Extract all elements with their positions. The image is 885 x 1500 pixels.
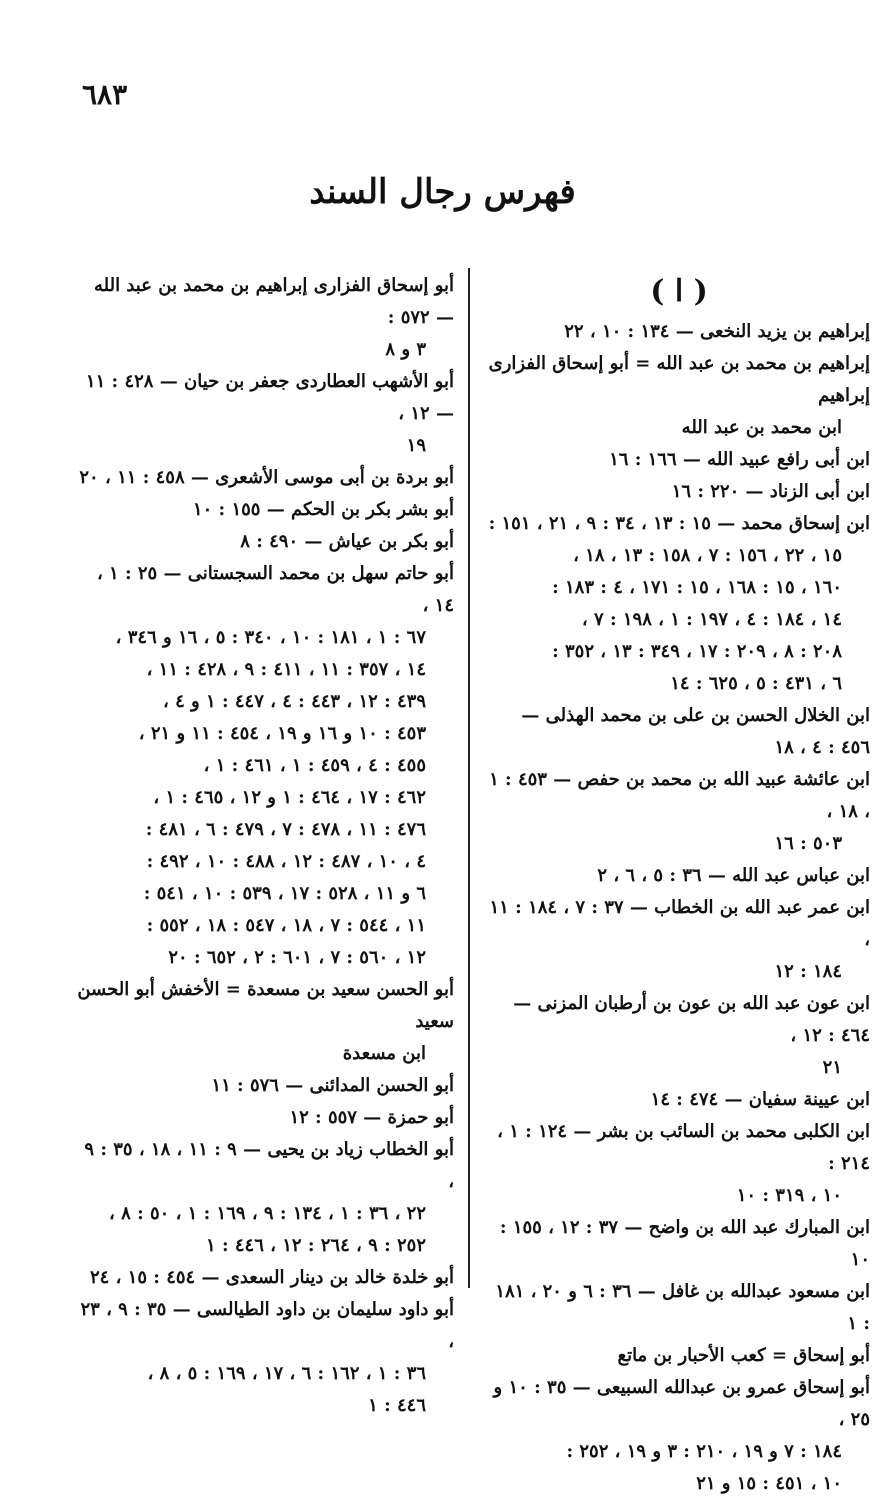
entry-continuation-line: ٢٢ ، ٣٦ : ١ ، ١٣٤ : ٩ ، ١٦٩ : ١ ، ٥٠ : ٨ ، [109,1203,426,1224]
entry-heading-line: أبو إسحاق = كعب الأحبار بن ماتع [617,1345,870,1366]
index-entry [76,1262,454,1294]
index-entry [488,1340,870,1372]
entry-heading-line: إبراهيم بن محمد بن عبد الله = أبو إسحاق الفزارى إبراهيم [488,353,870,406]
entry-continuation-line: ٤٧٦ : ١١ ، ٤٧٨ : ٧ ، ٤٧٩ : ٦ ، ٤٨١ : [145,819,426,840]
entry-continuation-line: ٤٤٦ : ١ [368,1395,426,1416]
entry-heading-line: ابن عائشة عبيد الله بن محمد بن حفص — ٤٥٣ : ١ ، ١٨ ، [489,769,870,822]
entry-continuation-line: ١١ ، ٥٤٤ : ٧ ، ١٨ ، ٥٤٧ : ١٨ ، ٥٥٢ : [146,915,426,936]
entry-heading-line: ابن عون عبد الله بن عون بن أرطبان المزنى — ٤٦٤ : ١٢ ، [513,993,870,1046]
index-entry [488,700,870,764]
index-column-left [76,270,454,1422]
entry-continuation-line: ٤٥٥ : ٤ ، ٤٥٩ : ١ ، ٤٦١ : ١ ، [203,755,426,776]
entry-continuation-line: ١٨٤ : ٧ و ١٩ ، ٢١٠ : ٣ و ١٩ ، ٢٥٢ : [566,1441,842,1462]
entry-continuation-line: ٣٦ : ١ ، ١٦٢ : ٦ ، ١٧ ، ١٦٩ : ٥ ، ٨ ، [147,1363,426,1384]
entry-heading-line: أبو الأشهب العطاردى جعفر بن حيان — ٤٢٨ : ١١ — ١٢ ، [85,371,454,424]
entry-heading-line: أبو بشر بكر بن الحكم — ١٥٥ : ١٠ [192,499,454,520]
entry-heading-line: أبو داود سليمان بن داود الطيالسى — ٣٥ : ٩ ، ٢٣ ، [80,1299,454,1352]
index-entry [488,1372,870,1500]
entry-heading-line: أبو إسحاق عمرو بن عبدالله السبيعى — ٣٥ : ١٠ و ٢٥ ، [493,1377,870,1430]
index-entry [76,1134,454,1262]
index-entry [488,1116,870,1212]
entry-heading-line: أبو إسحاق الفزارى إبراهيم بن محمد بن عبد الله — ٥٧٢ : [94,275,454,328]
index-entry [76,462,454,494]
entry-heading-line: ابن الخلال الحسن بن على بن محمد الهذلى — ٤٥٦ : ٤ ، ١٨ [521,705,870,758]
index-entry [488,444,870,476]
entry-continuation-line: ١٠ ، ٤٥١ : ١٥ و ٢١ [696,1473,842,1494]
index-column-right [488,270,870,1500]
entry-heading-line: أبو الحسن المدائنى — ٥٧٦ : ١١ [211,1075,454,1096]
index-entry [76,494,454,526]
entry-heading-line: ابن أبى رافع عبيد الله — ١٦٦ : ١٦ [609,449,870,470]
entry-continuation-line: ١٦٠ ، ١٥ : ١٦٨ ، ١٥ : ١٧١ ، ٤ : ١٨٣ : [552,577,842,598]
entry-continuation-line: ٤٣٩ : ١٢ ، ٤٤٣ : ٤ ، ٤٤٧ : ١ و ٤ ، [163,691,426,712]
entry-continuation-line: ابن مسعدة [342,1043,426,1064]
entry-continuation-line: ١٢ ، ٥٦٠ : ٧ ، ٦٠١ : ٢ ، ٦٥٢ : ٢٠ [168,947,426,968]
entry-continuation-line: ٢١ [822,1057,842,1078]
index-entry [488,348,870,444]
entry-continuation-line: ٤ ، ١٠ ، ٤٨٧ : ١٢ ، ٤٨٨ : ١٠ ، ٤٩٢ : [146,851,426,872]
entry-continuation-line: ٢٥٢ : ٩ ، ٢٦٤ : ١٢ ، ٤٤٦ : ١ [206,1235,426,1256]
entry-heading-line: ابن عيينة سفيان — ٤٧٤ : ١٤ [650,1089,870,1110]
entry-heading-line: ابن إسحاق محمد — ١٥ : ١٣ ، ٣٤ : ٩ ، ٢١ ، ١٥١ : [488,513,870,534]
index-entry [76,1070,454,1102]
index-entry [76,558,454,974]
index-entry [76,974,454,1070]
entry-continuation-line: ٢٠٨ : ٨ ، ٢٠٩ : ١٧ ، ٣٤٩ : ١٣ ، ٣٥٢ : [552,641,842,662]
entry-continuation-line: ٤٦٢ : ١٧ ، ٤٦٤ : ١ و ١٢ ، ٤٦٥ : ١ ، [153,787,426,808]
index-entry [488,764,870,860]
entry-heading-line: ابن عباس عبد الله — ٣٦ : ٥ ، ٦ ، ٢ [597,865,870,886]
entry-continuation-line: ١٥ ، ٢٢ ، ١٥٦ : ٧ ، ١٥٨ : ١٣ ، ١٨ ، [573,545,842,566]
entry-continuation-line: ٤٥٣ : ١٠ و ١٦ و ١٩ ، ٤٥٤ : ١١ و ٢١ ، [138,723,426,744]
index-entry [488,508,870,700]
entry-heading-line: أبو حمزة — ٥٥٧ : ١٢ [289,1107,454,1128]
index-entry [488,316,870,348]
entry-continuation-line: ٣ و ٨ [385,339,426,360]
entry-heading-line: أبو الخطاب زياد بن يحيى — ٩ : ١١ ، ١٨ ، ٣٥ : ٩ ، [84,1139,454,1192]
entry-continuation-line: ٥٠٣ : ١٦ [774,833,842,854]
entry-heading-line: أبو خلدة خالد بن دينار السعدى — ٤٥٤ : ١٥ ، ٢٤ [89,1267,454,1288]
entry-heading-line: ابن أبى الزناد — ٢٢٠ : ١٦ [671,481,870,502]
entry-heading-line: إبراهيم بن يزيد النخعى — ١٣٤ : ١٠ ، ٢٢ [564,321,870,342]
entry-heading-line: أبو بكر بن عياش — ٤٩٠ : ٨ [240,531,454,552]
entry-continuation-line: ٦٧ : ١ ، ١٨١ : ١٠ ، ٣٤٠ : ٥ ، ١٦ و ٣٤٦ ، [115,627,426,648]
index-entry [76,1294,454,1422]
page-number: ٦٨٣ [82,78,128,111]
entry-continuation-line: ابن محمد بن عبد الله [681,417,842,438]
entry-continuation-line: ١٤ ، ١٨٤ : ٤ ، ١٩٧ : ١ ، ١٩٨ : ٧ ، [581,609,842,630]
index-entry [76,1102,454,1134]
entry-continuation-line: ٦ ، ٤٣١ : ٥ ، ٦٢٥ : ١٤ [670,673,842,694]
index-entry [488,1212,870,1276]
entry-continuation-line: ١٤ ، ٣٥٧ : ١١ ، ٤١١ : ٩ ، ٤٢٨ : ١١ ، [146,659,426,680]
index-entry [76,526,454,558]
entry-continuation-line: ١٨٤ : ١٢ [774,961,842,982]
index-entry [76,366,454,462]
index-entry [488,892,870,988]
index-entry [488,1084,870,1116]
entry-heading-line: ابن عمر عبد الله بن الخطاب — ٣٧ : ٧ ، ١٨٤ : ١١ ، [489,897,870,950]
index-entry [488,860,870,892]
index-entry [76,270,454,366]
entry-heading-line: ابن الكلبى محمد بن السائب بن بشر — ١٢٤ : ١ ، ٢١٤ : [497,1121,870,1174]
index-entry [488,988,870,1084]
entry-heading-line: أبو الحسن سعيد بن مسعدة = الأخفش أبو الحسن سعيد [77,979,454,1032]
section-letter-alif: ( ا ) [650,274,708,309]
index-entry [488,476,870,508]
entry-heading-line: أبو حاتم سهل بن محمد السجستانى — ٢٥ : ١ ، ١٤ ، [96,563,454,616]
entry-heading-line: ابن المبارك عبد الله بن واضح — ٣٧ : ١٢ ، ١٥٥ : ١٠ [499,1217,870,1270]
entry-continuation-line: ١٠ ، ٣١٩ : ١٠ [736,1185,842,1206]
entry-continuation-line: ١٩ [406,435,426,456]
entry-heading-line: ابن مسعود عبدالله بن غافل — ٣٦ : ٦ و ٢٠ ، ١٨١ : ١ [495,1281,870,1334]
column-divider [468,268,470,1288]
page-title: فهرس رجال السند [309,172,576,212]
index-entry [488,1276,870,1340]
entry-continuation-line: ٦ و ١١ ، ٥٢٨ : ١٧ ، ٥٣٩ : ١٠ ، ٥٤١ : [143,883,426,904]
entry-heading-line: أبو بردة بن أبى موسى الأشعرى — ٤٥٨ : ١١ ، ٢٠ [79,467,454,488]
